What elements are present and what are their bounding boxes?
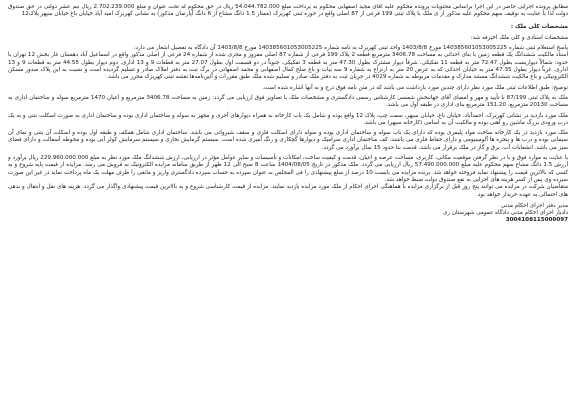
expert-assessment-paragraph: ملک به پلاک ثبتی 87/199 با تأیید و مهر و امضای آقای جهانبخش شمسی کارشناس رسمی دادگستری و مشخصات ملک با تصاویر فوق ارزیابی می گردد: زمین به مساحت 3406.78 مترمربع و اعیان 1470 مترمربع سوله و ساختمان اداری به مساحت 20130 مترمربع، 151.20 مترمربع بنای اداری در طبقه اول می باشد.: [8, 94, 568, 109]
property-spec-subtitle: مشخصات اسنادی و کلی ملک اخیرفه شد:: [470, 34, 568, 41]
tracking-code: 3004108115000097: [505, 217, 568, 224]
attachments-note-paragraph: توضیح: طبق اطلاعات ثبتی ملک مورد نظر دارای چندین مورد بازداشت می باشد که در متن نامه فوق درج و به آنها اشاره شده است.: [262, 84, 568, 91]
ownership-deed-paragraph: اسناد مالکیت ششدانگ یک قطعه زمین با بنای احداثی به مساحت 3406.78 مترمربع قطعه 2 پلاک 199 فرعی از شماره 87 اصلی مفروز و مجزی شده از شماره 24 فرعی از اصلی مذکور واقع در اسماعیل آباد دهستان غار بخش 12 تهران با حدود: شمالاً دیواریست بطول 72.47 متر به قطعه 11 تفکیکی. شرقاً دیوار مشترک بطول 47.30 متر به قطعه 3 تفکیکی. جنوباً در دو قسمت اول بطول 27.07 متر به قطعات 9 و 13 اداری. دوم دیوار بطول 44.55 متر به قطعات 9 و 13 اداری. غرباً دیوار بطول 47.35 متر به خیابان احداثی که به عرض 20 متر به ارتزاع به شماره 9 سه بیات و باغ صلح کمال اصفهانی و محمد اصفهانی در برگ ثبت به دفتر املاک صادر و تسلیم گردیده است و نسبت به این پلاک صدور مسکن الکترونیکی و باغ مالکیت ششدانگ مستند مدارک و مقدمات مربوطه به شماره 4029 در جریان ثبت به دفتر ملک صادر و تسلیم شده ملک طبق مقررات و آئین‌نامه‌ها نقشه ثبتی کهریزک محرز می باشد.: [8, 52, 568, 81]
valuation-auction-paragraph: با عنایت به موارد فوق و با در نظر گرفتن موقعیت مکانی، کاربری، مساحت عرصه و اعیان، قدمت و کیفیت ساخت، امکانات و تأسیسات و سایر عوامل مؤثر در ارزیابی، ارزش ششدانگ ملک مورد نظر به مبلغ 229.960.000.000 ریال برآورد و ارزش 1.5 دانگ مشاع سهم محکوم علیه مبلغ 57.490.000.000 ریال ارزیابی می گردد. ملک مذکور در تاریخ 1404/08/05 ساعت 8 صبح الی 12 ظهر از طریق سامانه مزایده الکترونیک به فروش می رسد. مزایده از قیمت پایه شروع و به کسی که بالاترین قیمت را پیشنهاد نماید فروخته خواهد شد. برنده مزایده می بایست 10 درصد از مبلغ پیشنهادی را فی المجلس به عنوان سپرده به حساب سپرده دادگستری واریز و مابقی را ظرف مهلت یک ماه پرداخت نماید در غیر این صورت سپرده وی پس از کسر هزینه های اجرایی به نفع صندوق دولت ضبط خواهد شد.: [8, 155, 568, 183]
signature-line-clerk: مدیر دفتر اجرای احکام مدنی: [500, 202, 568, 209]
registry-inquiry-paragraph: پاسخ استعلام ثبتی شماره 140385601053005225 مورخ 1403/8/8 واحد ثبتی کهریزک به نامه شماره 140385601053005225 مورخ 1403/8/8 آن دادگاه به تفصیل اشعار می دارد:: [133, 45, 568, 52]
auction-notice-document: [8, 4, 568, 396]
signature-line-judge: دادیار اجرای احکام مدنی دادگاه عمومی شهرستان ری: [443, 210, 568, 217]
property-spec-title: مشخصات کلی ملک :: [510, 23, 568, 30]
property-location-paragraph: ملک مورد بازدید در نشانی کهریزک، احمدآباد، خیابان باغ، خیابان سپهر، سمت چپ، پلاک 12 واقع بوده و شامل یک باب کارخانه به همراه دیوارهای آجری و مجهز به سوله و ساختمان اداری بوده و ساختمان اداری به صورت اسکلت بتنی و به یک درب ورودی بزرگ ماشین رو آهنی بوده و مالکیت آن به اسامی (کارخانه سپهر) می باشد.: [8, 112, 568, 126]
auction-terms-paragraph: متقاضیان شرکت در مزایده می توانند پنج روز قبل از برگزاری مزایده با هماهنگی اجرای احکام از ملک مورد مزایده بازدید نمایند. مزایده از قیمت کارشناسی شروع و به بالاترین قیمت پیشنهادی واگذار می گردد. هزینه های نقل و انتقال و بدهی های احتمالی به عهده خریدار خواهد بود.: [8, 184, 568, 198]
building-description-paragraph: ملک مورد بازدید در یک کارخانه ساخت مواد پلیمری بوده که دارای یک باب سوله و ساختمان اداری بوده و سوله دارای اسکلت فلزی و سقف شیروانی می باشد. ساختمان اداری شامل همکف و طبقه اول بوده و اسکلت آن بتنی و نمای آن سیمانی بوده و درب ها و پنجره ها آلومینیومی و دارای حفاظ فلزی می باشند. کف ساختمان اداری سرامیک و دیوارها گچکاری و رنگ آمیزی شده است. سیستم گرمایش بخاری و سیستم سرمایش کولر آبی بوده و محوطه آسفالت و دارای فضای سبز می باشد. انشعابات آب، برق و گاز در ملک برقرار می باشد. قدمت بنا حدود 15 سال برآورد می گردد.: [8, 130, 568, 151]
intro-paragraph: مطابق پرونده اجرایی حاضر در این اجرا براساس محتویات پرونده محکوم علیه آقای مجید اصفهانی محکوم به پرداخت مبلغ 54.044.782.000 ریال در حق محکوم له تحت عنوان و مبلغ 2.702.239.000 ریال نیم عشر دولتی در حق صندوق دولت لذا با عنایت به توقیف سهم محکوم علیه مذکور از ی ملک با پلاک ثبتی 199 فرعی از 87 اصلی واقع در حوزه ثبتی کهریزک (ممتاز 1.5 دانگ مشاع از 6 دانگ آپارتمان مذکور) به نشانی کهریزک امید آباد خیابان باغ خیابان سپهر پلاک12: [8, 4, 568, 18]
